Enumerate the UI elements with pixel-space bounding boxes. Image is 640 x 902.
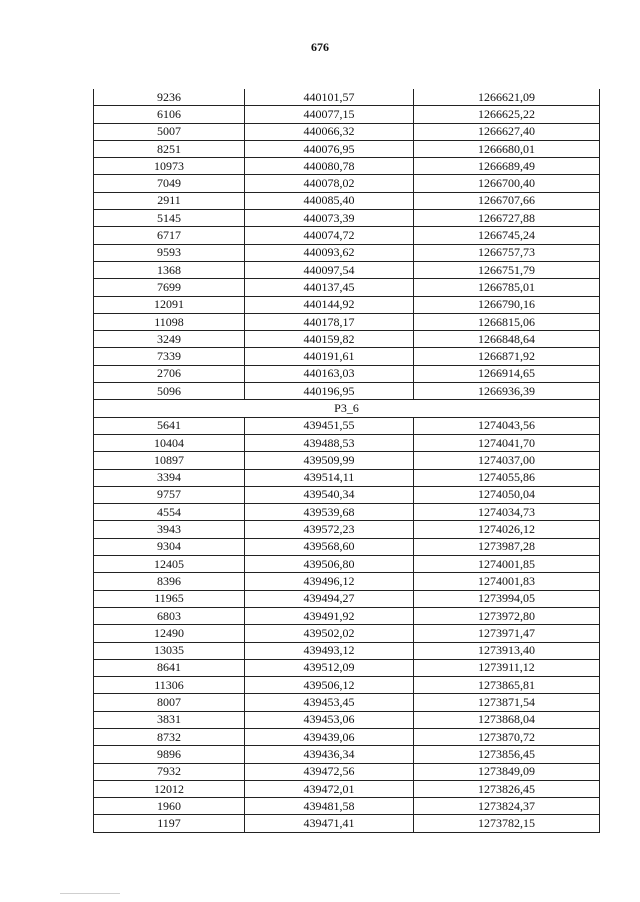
- point-number-cell: 4554: [94, 504, 245, 521]
- x-coordinate-cell: 440137,45: [245, 279, 414, 296]
- x-coordinate-cell: 440178,17: [245, 313, 414, 330]
- x-coordinate-cell: 439472,56: [245, 763, 414, 780]
- y-coordinate-cell: 1274041,70: [414, 434, 600, 451]
- table-row: [94, 313, 600, 330]
- point-number-cell: 7049: [94, 175, 245, 192]
- y-coordinate-cell: 1266785,01: [414, 279, 600, 296]
- table-row: [94, 89, 600, 106]
- table-row: [94, 659, 600, 676]
- x-coordinate-cell: 440073,39: [245, 210, 414, 227]
- point-number-cell: 7699: [94, 279, 245, 296]
- point-number-cell: 6106: [94, 106, 245, 123]
- table-row: [94, 158, 600, 175]
- point-number-cell: 1197: [94, 815, 245, 832]
- table-row: [94, 625, 600, 642]
- table-row: [94, 244, 600, 261]
- scan-artifact-line: [60, 893, 120, 894]
- x-coordinate-cell: 439506,80: [245, 556, 414, 573]
- y-coordinate-cell: 1273849,09: [414, 763, 600, 780]
- point-number-cell: 13035: [94, 642, 245, 659]
- point-number-cell: 5007: [94, 123, 245, 140]
- x-coordinate-cell: 439494,27: [245, 590, 414, 607]
- point-number-cell: 8732: [94, 728, 245, 745]
- point-number-cell: 3249: [94, 331, 245, 348]
- point-number-cell: 9757: [94, 486, 245, 503]
- table-row: [94, 348, 600, 365]
- table-row: [94, 383, 600, 400]
- x-coordinate-cell: 439514,11: [245, 469, 414, 486]
- point-number-cell: 7339: [94, 348, 245, 365]
- y-coordinate-cell: 1274043,56: [414, 417, 600, 434]
- table-row: [94, 763, 600, 780]
- table-row: [94, 296, 600, 313]
- table-row: [94, 227, 600, 244]
- y-coordinate-cell: 1266621,09: [414, 89, 600, 106]
- y-coordinate-cell: 1266680,01: [414, 140, 600, 157]
- table-row: [94, 331, 600, 348]
- point-number-cell: 11306: [94, 677, 245, 694]
- y-coordinate-cell: 1273870,72: [414, 728, 600, 745]
- y-coordinate-cell: 1274001,83: [414, 573, 600, 590]
- table-row: [94, 538, 600, 555]
- point-number-cell: 3943: [94, 521, 245, 538]
- point-number-cell: 3394: [94, 469, 245, 486]
- y-coordinate-cell: 1266751,79: [414, 261, 600, 278]
- table-row: [94, 486, 600, 503]
- table-row: [94, 798, 600, 815]
- page-number: 676: [311, 40, 329, 54]
- table-row: [94, 711, 600, 728]
- y-coordinate-cell: 1273824,37: [414, 798, 600, 815]
- table-row: [94, 677, 600, 694]
- table-row: [94, 279, 600, 296]
- x-coordinate-cell: 439512,09: [245, 659, 414, 676]
- section-row: [94, 400, 600, 417]
- point-number-cell: 1368: [94, 261, 245, 278]
- point-number-cell: 11965: [94, 590, 245, 607]
- y-coordinate-cell: 1273913,40: [414, 642, 600, 659]
- point-number-cell: 5145: [94, 210, 245, 227]
- table-row: [94, 642, 600, 659]
- point-number-cell: 9593: [94, 244, 245, 261]
- table-row: [94, 521, 600, 538]
- table-row: [94, 192, 600, 209]
- y-coordinate-cell: 1266625,22: [414, 106, 600, 123]
- x-coordinate-cell: 439488,53: [245, 434, 414, 451]
- y-coordinate-cell: 1266727,88: [414, 210, 600, 227]
- table-row: [94, 417, 600, 434]
- y-coordinate-cell: 1266848,64: [414, 331, 600, 348]
- x-coordinate-cell: 439472,01: [245, 780, 414, 797]
- table-row: [94, 815, 600, 832]
- x-coordinate-cell: 440097,54: [245, 261, 414, 278]
- point-number-cell: 5641: [94, 417, 245, 434]
- point-number-cell: 12091: [94, 296, 245, 313]
- table-row: [94, 140, 600, 157]
- y-coordinate-cell: 1273826,45: [414, 780, 600, 797]
- x-coordinate-cell: 439451,55: [245, 417, 414, 434]
- point-number-cell: 8007: [94, 694, 245, 711]
- table-row: [94, 469, 600, 486]
- x-coordinate-cell: 439439,06: [245, 728, 414, 745]
- point-number-cell: 10404: [94, 434, 245, 451]
- x-coordinate-cell: 440085,40: [245, 192, 414, 209]
- x-coordinate-cell: 440076,95: [245, 140, 414, 157]
- y-coordinate-cell: 1266757,73: [414, 244, 600, 261]
- y-coordinate-cell: 1266790,16: [414, 296, 600, 313]
- table-body-after-section: [94, 417, 600, 832]
- point-number-cell: 9236: [94, 89, 245, 106]
- point-number-cell: 6717: [94, 227, 245, 244]
- x-coordinate-cell: 439572,23: [245, 521, 414, 538]
- table-row: [94, 504, 600, 521]
- y-coordinate-cell: 1266745,24: [414, 227, 600, 244]
- table-row: [94, 728, 600, 745]
- x-coordinate-cell: 440196,95: [245, 383, 414, 400]
- y-coordinate-cell: 1274001,85: [414, 556, 600, 573]
- point-number-cell: 11098: [94, 313, 245, 330]
- x-coordinate-cell: 440074,72: [245, 227, 414, 244]
- table-row: [94, 365, 600, 382]
- x-coordinate-cell: 440077,15: [245, 106, 414, 123]
- x-coordinate-cell: 439568,60: [245, 538, 414, 555]
- y-coordinate-cell: 1273971,47: [414, 625, 600, 642]
- y-coordinate-cell: 1273994,05: [414, 590, 600, 607]
- point-number-cell: 10897: [94, 452, 245, 469]
- table-row: [94, 434, 600, 451]
- table-section-header: [94, 400, 600, 417]
- y-coordinate-cell: 1273782,15: [414, 815, 600, 832]
- table-row: [94, 746, 600, 763]
- table-row: [94, 261, 600, 278]
- x-coordinate-cell: 439506,12: [245, 677, 414, 694]
- x-coordinate-cell: 439540,34: [245, 486, 414, 503]
- coordinates-table-container: [93, 89, 596, 833]
- x-coordinate-cell: 439453,45: [245, 694, 414, 711]
- point-number-cell: 8251: [94, 140, 245, 157]
- point-number-cell: 2706: [94, 365, 245, 382]
- y-coordinate-cell: 1266936,39: [414, 383, 600, 400]
- y-coordinate-cell: 1273865,81: [414, 677, 600, 694]
- x-coordinate-cell: 439453,06: [245, 711, 414, 728]
- table-row: [94, 780, 600, 797]
- table-row: [94, 452, 600, 469]
- x-coordinate-cell: 440191,61: [245, 348, 414, 365]
- x-coordinate-cell: 439471,41: [245, 815, 414, 832]
- y-coordinate-cell: 1274034,73: [414, 504, 600, 521]
- y-coordinate-cell: 1273987,28: [414, 538, 600, 555]
- point-number-cell: 9304: [94, 538, 245, 555]
- y-coordinate-cell: 1266707,66: [414, 192, 600, 209]
- table-row: [94, 694, 600, 711]
- x-coordinate-cell: 440080,78: [245, 158, 414, 175]
- x-coordinate-cell: 440066,32: [245, 123, 414, 140]
- y-coordinate-cell: 1273871,54: [414, 694, 600, 711]
- point-number-cell: 7932: [94, 763, 245, 780]
- x-coordinate-cell: 440163,03: [245, 365, 414, 382]
- point-number-cell: 10973: [94, 158, 245, 175]
- x-coordinate-cell: 440159,82: [245, 331, 414, 348]
- table-row: [94, 123, 600, 140]
- table-row: [94, 175, 600, 192]
- y-coordinate-cell: 1266871,92: [414, 348, 600, 365]
- x-coordinate-cell: 440101,57: [245, 89, 414, 106]
- table-row: [94, 106, 600, 123]
- point-number-cell: 9896: [94, 746, 245, 763]
- x-coordinate-cell: 439436,34: [245, 746, 414, 763]
- section-label: P3_6: [94, 400, 600, 417]
- x-coordinate-cell: 439502,02: [245, 625, 414, 642]
- x-coordinate-cell: 439481,58: [245, 798, 414, 815]
- y-coordinate-cell: 1274026,12: [414, 521, 600, 538]
- y-coordinate-cell: 1266815,06: [414, 313, 600, 330]
- coordinates-table: [93, 89, 600, 833]
- y-coordinate-cell: 1266914,65: [414, 365, 600, 382]
- point-number-cell: 3831: [94, 711, 245, 728]
- point-number-cell: 12490: [94, 625, 245, 642]
- y-coordinate-cell: 1274055,86: [414, 469, 600, 486]
- y-coordinate-cell: 1273911,12: [414, 659, 600, 676]
- x-coordinate-cell: 440093,62: [245, 244, 414, 261]
- x-coordinate-cell: 439491,92: [245, 607, 414, 624]
- table-row: [94, 573, 600, 590]
- table-body-before-section: [94, 89, 600, 400]
- table-row: [94, 556, 600, 573]
- point-number-cell: 12012: [94, 780, 245, 797]
- y-coordinate-cell: 1266627,40: [414, 123, 600, 140]
- point-number-cell: 12405: [94, 556, 245, 573]
- point-number-cell: 8641: [94, 659, 245, 676]
- y-coordinate-cell: 1266700,40: [414, 175, 600, 192]
- table-row: [94, 607, 600, 624]
- point-number-cell: 5096: [94, 383, 245, 400]
- point-number-cell: 2911: [94, 192, 245, 209]
- y-coordinate-cell: 1273856,45: [414, 746, 600, 763]
- x-coordinate-cell: 440144,92: [245, 296, 414, 313]
- x-coordinate-cell: 439496,12: [245, 573, 414, 590]
- table-row: [94, 590, 600, 607]
- point-number-cell: 6803: [94, 607, 245, 624]
- point-number-cell: 1960: [94, 798, 245, 815]
- y-coordinate-cell: 1274050,04: [414, 486, 600, 503]
- y-coordinate-cell: 1266689,49: [414, 158, 600, 175]
- x-coordinate-cell: 439539,68: [245, 504, 414, 521]
- y-coordinate-cell: 1273972,80: [414, 607, 600, 624]
- point-number-cell: 8396: [94, 573, 245, 590]
- x-coordinate-cell: 440078,02: [245, 175, 414, 192]
- y-coordinate-cell: 1273868,04: [414, 711, 600, 728]
- x-coordinate-cell: 439493,12: [245, 642, 414, 659]
- x-coordinate-cell: 439509,99: [245, 452, 414, 469]
- table-row: [94, 210, 600, 227]
- y-coordinate-cell: 1274037,00: [414, 452, 600, 469]
